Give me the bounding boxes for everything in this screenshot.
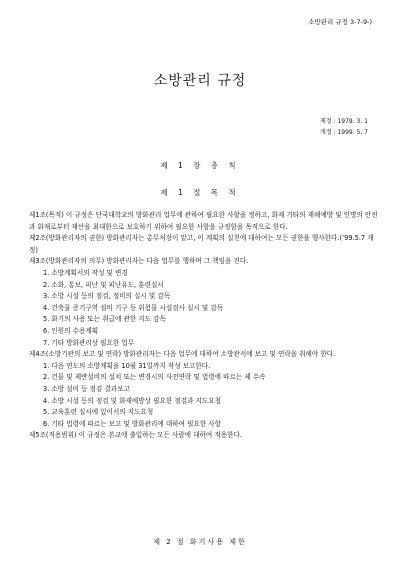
list-item: 3. 소방 설비 등 점검 결과보고 bbox=[43, 384, 130, 393]
article-4: 제4조(소방기관의 보고 및 연락) 방화관리자는 다음 업무에 대하여 소방관서에 보고 및 연락을 취해야 한다. bbox=[29, 350, 336, 359]
list-item: 4. 소방 시설 등의 점검 및 화재예방상 필요한 점검과 지도요청 bbox=[43, 396, 222, 405]
enacted-date: 제정 : 1979. 3. 1 bbox=[320, 118, 368, 125]
document-body bbox=[29, 210, 379, 442]
document-title: 소방관리 규정 bbox=[153, 73, 247, 89]
list-item: 7. 기타 방화관리상 필요한 업무 bbox=[43, 338, 135, 347]
revised-date: 개정 : 1999. 5. 7 bbox=[320, 129, 368, 136]
article-1: 제1조(목적) 이 규정은 단국대학교의 방화관리 업무에 관하여 필요한 사항을 정하고, 화재 기타의 재해예방 및 인명의 안전과 화재로부터 재산을 최대한으로 보호하기 위하여 필요한 사항을 규정함을 목적으로 한다. bbox=[29, 211, 378, 231]
article-3: 제3조(방화관리자의 의무) 방화관리자는 다음 업무를 행하며 그 책임을 진다. bbox=[29, 257, 249, 266]
article-2: 제2조(방화관리자의 권한) 방화관리자는 총무처장이 맡고, 이 계획의 실천에 대하여는 모든 권한을 행사한다.(’99.5.7 개정) bbox=[29, 234, 374, 254]
chapter-heading: 제 1 장 총 칙 bbox=[160, 161, 240, 170]
list-item: 2. 건물 및 제반설비의 설치 또는 변경시의 사전연락 및 법령에 따르는 제 수속 bbox=[43, 373, 266, 382]
list-item: 5. 교육훈련 실시에 있어서의 지도요청 bbox=[43, 408, 154, 417]
list-item: 2. 소화, 통보, 피난 및 피난유도, 훈련실시 bbox=[43, 280, 164, 289]
list-item: 4. 건축물 증기구역 설비 기구 등 위험물 시설검사 실시 및 감독 bbox=[43, 303, 224, 312]
list-item: 1. 다음 연도의 소방계획을 10월 31일까지 작성 보고한다. bbox=[43, 361, 211, 370]
section-2-heading: 제 2 절 화기사용 제한 bbox=[153, 538, 247, 546]
article-5: 제5조(적용범위) 이 규정은 본교에 출입하는 모든 사람에 대하여 적용한다. bbox=[29, 431, 242, 440]
list-item: 3. 소방 시설 등의 점검, 정비의 실시 및 감독 bbox=[43, 292, 171, 301]
header-reference: 소방관리 규정 3-7-9-) bbox=[308, 18, 372, 26]
section-heading: 제 1 절 목 적 bbox=[160, 188, 240, 197]
list-item: 6. 인원의 수용계획 bbox=[43, 326, 99, 335]
date-block bbox=[320, 116, 368, 138]
list-item: 1. 소방계획서의 작성 및 변경 bbox=[43, 268, 128, 277]
list-item: 6. 기타 법령에 따르는 보고 및 방화관리에 대하여 필요한 사항 bbox=[43, 419, 222, 428]
list-item: 5. 화기의 사용 또는 취급에 관한 지도 감독 bbox=[43, 315, 166, 324]
